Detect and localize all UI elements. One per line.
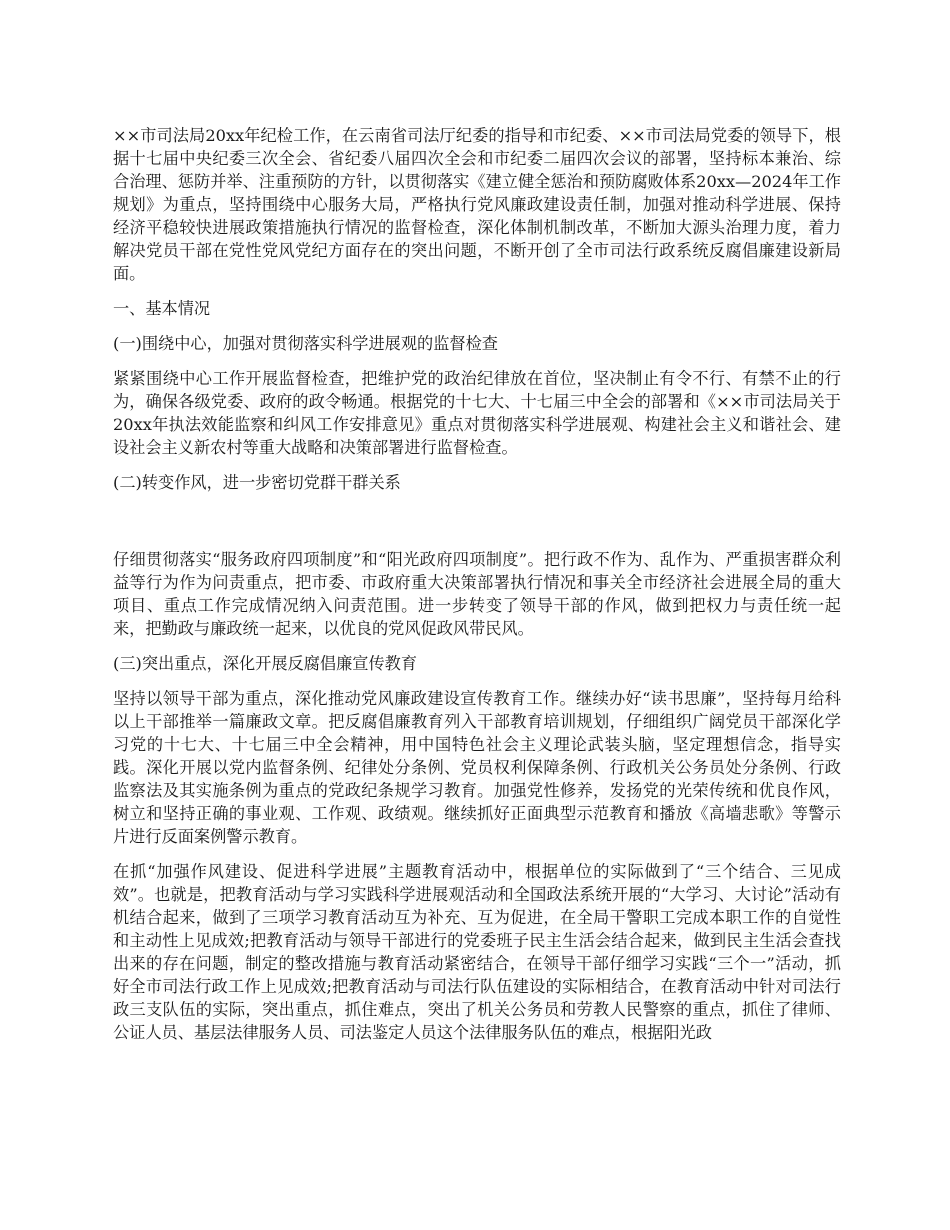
- section-heading-basic: 一、基本情况: [113, 299, 211, 318]
- subsection-heading-2: (二)转变作风，进一步密切党群干群关系: [113, 473, 401, 492]
- blank-gap: [113, 506, 841, 548]
- intro-paragraph: ××市司法局20xx年纪检工作，在云南省司法厅纪委的指导和市纪委、××市司法局党委的领导下，根据十七届中央纪委三次全会、省纪委八届四次全会和市纪委二届四次会议的部署，坚持标本兼治、综合治理、惩防并举、注重预防的方针，以贯彻落实《建立健全惩治和预防腐败体系20xx—2024年工作规划》为重点，坚持围绕中心服务大局，严格执行党风廉政建设责任制，加强对推动科学进展、保持经济平稳较快进展政策措施执行情况的监督检查，深化体制机制改革，不断加大源头治理力度，着力解决党员干部在党性党风党纪方面存在的突出问题，不断开创了全市司法行政系统反腐倡廉建设新局面。: [113, 126, 841, 283]
- subsection-body-3b: 在抓“加强作风建设、促进科学进展”主题教育活动中，根据单位的实际做到了“三个结合、三见成效”。也就是，把教育活动与学习实践科学进展观活动和全国政法系统开展的“大学习、大讨论”活动有机结合起来，做到了三项学习教育活动互为补充、互为促进，在全局干警职工完成本职工作的自觉性和主动性上见成效;把教育活动与领导干部进行的党委班子民主生活会结合起来，做到民主生活会查找出来的存在问题，制定的整改措施与教育活动紧密结合，在领导干部仔细学习实践“三个一”活动，抓好全市司法行政工作上见成效;把教育活动与司法行队伍建设的实际相结合，在教育活动中针对司法行政三支队伍的实际，突出重点，抓住难点，突出了机关公务员和劳教人民警察的重点，抓住了律师、公证人员、基层法律服务人员、司法鉴定人员这个法律服务队伍的难点，根据阳光政: [113, 862, 841, 1042]
- subsection-body-1: 紧紧围绕中心工作开展监督检查，把维护党的政治纪律放在首位，坚决制止有令不行、有禁不止的行为，确保各级党委、政府的政令畅通。根据党的十七大、十七届三中全会的部署和《××市司法局关于20xx年执法效能监察和纠风工作安排意见》重点对贯彻落实科学进展观、构建社会主义和谐社会、建设社会主义新农村等重大战略和决策部署进行监督检查。: [113, 369, 841, 457]
- subsection-body-2: 仔细贯彻落实“服务政府四项制度”和“阳光政府四项制度”。把行政不作为、乱作为、严重损害群众利益等行为作为问责重点，把市委、市政府重大决策部署执行情况和事关全市经济社会进展全局的重大项目、重点工作完成情况纳入问责范围。进一步转变了领导干部的作风，做到把权力与责任统一起来，把勤政与廉政统一起来，以优良的党风促政风带民风。: [113, 550, 841, 638]
- document-page: [113, 124, 841, 1056]
- subsection-body-3a: 坚持以领导干部为重点，深化推动党风廉政建设宣传教育工作。继续办好“读书思廉”，坚持每月给科以上干部推举一篇廉政文章。把反腐倡廉教育列入干部教育培训规划，仔细组织广阔党员干部深化学习党的十七大、十七届三中全会精神，用中国特色社会主义理论武装头脑，坚定理想信念，指导实践。深化开展以党内监督条例、纪律处分条例、党员权利保障条例、行政机关公务员处分条例、行政监察法及其实施条例为重点的党政纪条规学习教育。加强党性修养，发扬党的光荣传统和优良作风，树立和坚持正确的事业观、工作观、政绩观。继续抓好正面典型示范教育和播放《高墙悲歌》等警示片进行反面案例警示教育。: [113, 689, 841, 846]
- subsection-heading-1: (一)围绕中心，加强对贯彻落实科学进展观的监督检查: [113, 334, 498, 353]
- subsection-heading-3: (三)突出重点，深化开展反腐倡廉宣传教育: [113, 654, 418, 673]
